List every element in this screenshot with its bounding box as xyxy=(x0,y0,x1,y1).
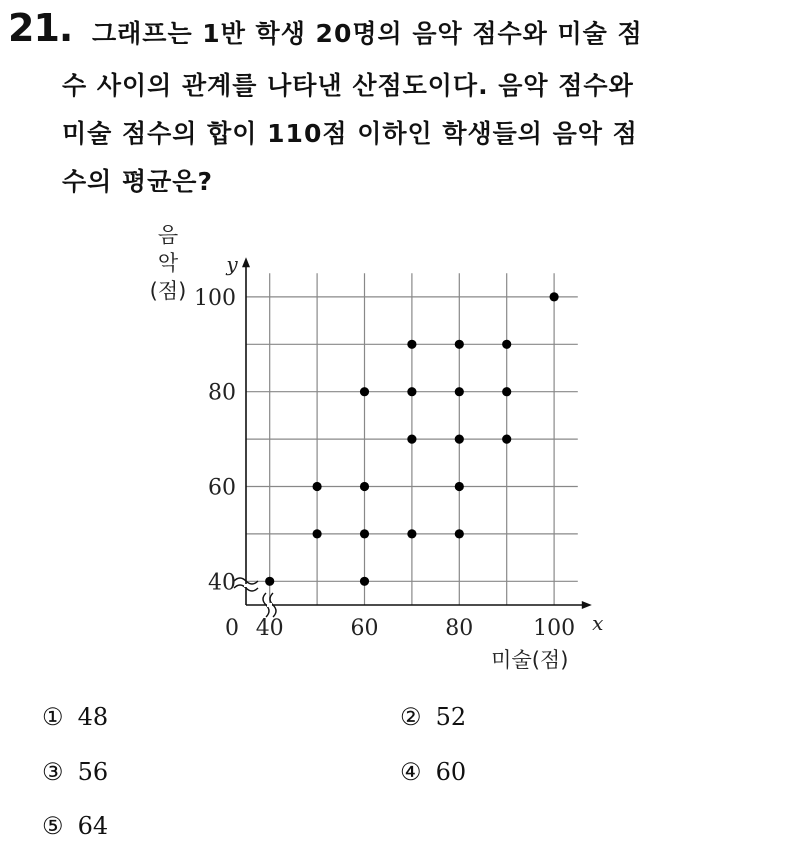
data-point xyxy=(455,340,464,349)
y-axis-title: 악 xyxy=(157,251,179,275)
data-point xyxy=(502,435,511,444)
choice-mark: ② xyxy=(400,703,422,731)
data-point xyxy=(360,387,369,396)
data-point xyxy=(455,435,464,444)
data-point xyxy=(455,387,464,396)
data-point xyxy=(313,529,322,538)
x-tick-label: 100 xyxy=(533,616,576,641)
data-point xyxy=(407,529,416,538)
choice-5[interactable] xyxy=(42,812,108,840)
y-tick-label: 100 xyxy=(194,285,236,311)
y-axis-title: 음 xyxy=(157,223,179,247)
choice-1[interactable] xyxy=(42,703,108,731)
choice-value: 64 xyxy=(77,812,109,840)
x-axis-title: 미술(점) xyxy=(491,648,569,672)
x-tick-label: 40 xyxy=(255,616,284,641)
data-point xyxy=(455,529,464,538)
question-line-3: 미술 점수의 합이 110점 이하인 학생들의 음악 점 xyxy=(62,119,638,148)
x-tick-label: 80 xyxy=(445,616,474,641)
choice-2[interactable] xyxy=(400,703,466,731)
x-axis-gap xyxy=(267,603,272,607)
y-axis-title: (점) xyxy=(149,279,187,303)
data-point xyxy=(407,340,416,349)
data-point xyxy=(360,482,369,491)
choice-mark: ⑤ xyxy=(42,812,64,840)
choice-value: 48 xyxy=(77,703,109,731)
data-point xyxy=(313,482,322,491)
question-line-2: 수 사이의 관계를 나타낸 산점도이다. 음악 점수와 xyxy=(62,71,634,100)
origin-label: 0 xyxy=(225,616,239,641)
y-tick-label: 60 xyxy=(208,475,236,501)
y-axis-arrow xyxy=(242,257,250,267)
y-tick-label: 80 xyxy=(208,380,236,406)
data-point xyxy=(407,387,416,396)
x-axis-arrow xyxy=(582,601,592,609)
data-point xyxy=(502,340,511,349)
y-tick-label: 40 xyxy=(208,570,236,596)
x-tick-label: 60 xyxy=(350,616,379,641)
y-axis-variable: y xyxy=(226,252,238,277)
choice-value: 60 xyxy=(435,758,467,786)
data-point xyxy=(360,529,369,538)
tick-labels xyxy=(194,286,575,641)
data-point xyxy=(455,482,464,491)
question-line-1: 그래프는 1반 학생 20명의 음악 점수와 미술 점 xyxy=(92,19,643,48)
question-number: 21. xyxy=(8,6,73,50)
choice-mark: ① xyxy=(42,703,64,731)
choice-mark: ④ xyxy=(400,758,422,786)
data-point xyxy=(550,292,559,301)
choice-value: 52 xyxy=(435,703,467,731)
question-line-4: 수의 평균은? xyxy=(62,167,213,196)
scatter-plot xyxy=(0,200,800,680)
y-axis-gap xyxy=(244,584,248,587)
x-axis-variable: x xyxy=(592,611,604,635)
choice-value: 56 xyxy=(77,758,109,786)
data-point xyxy=(407,435,416,444)
data-point xyxy=(502,387,511,396)
data-point xyxy=(360,577,369,586)
choice-3[interactable] xyxy=(42,758,108,786)
choice-mark: ③ xyxy=(42,758,64,786)
data-point xyxy=(265,577,274,586)
choice-4[interactable] xyxy=(400,758,466,786)
